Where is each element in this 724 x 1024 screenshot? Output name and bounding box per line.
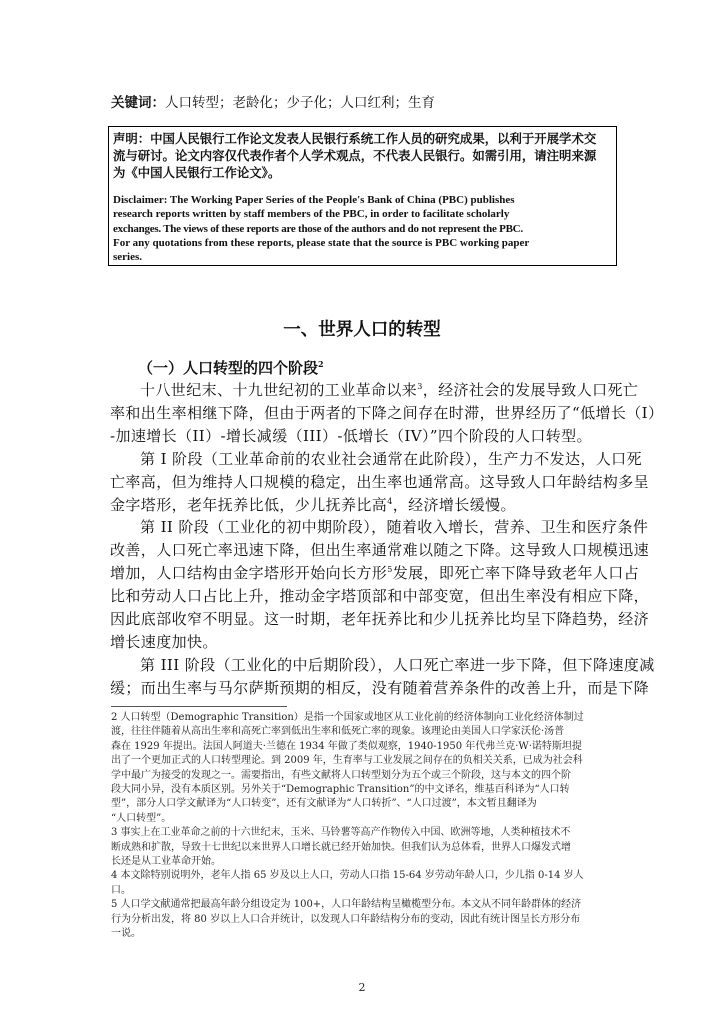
disclaimer-en-line: series. — [113, 251, 143, 264]
body-line-text: 第 II 阶段（工业化的初中期阶段），随着收入增长，营养、卫生和医疗条件 — [140, 518, 649, 537]
body-line-text: 发展，即死亡率下降导致老年人口占 — [392, 564, 640, 583]
body-line-text: 缓；而出生率与马尔萨斯预期的相反，没有随着营养条件的改善上升，而是下降 — [110, 678, 650, 697]
footnote-line: 一说。 — [111, 928, 141, 939]
keywords-text: 人口转型；老龄化；少子化；人口红利；生育 — [165, 95, 435, 111]
body-line-text: 亡率高，但为维持人口规模的稳定，出生率也通常高。这导致人口年龄结构多呈 — [110, 472, 650, 491]
body-line — [110, 677, 649, 699]
footnote-line: 口。 — [111, 884, 131, 896]
body-line — [140, 654, 655, 676]
disclaimer-en-line: Disclaimer: The Working Paper Series of the People's Bank of China (PBC) publishes — [113, 194, 515, 206]
subsection-title-text: （一）人口转型的四个阶段 — [138, 359, 319, 377]
body-line-text: 因此底部收窄不明显。这一时期，老年抚养比和少儿抚养比均呈下降趋势，经济 — [110, 610, 650, 628]
subsection-title — [138, 357, 324, 379]
footnote-line: 学中最广为接受的发现之一。需要指出，有些文献将人口转型划分为五个或三个阶段，这与本文的四个阶 — [111, 769, 571, 781]
keywords-label: 关键词： — [111, 95, 165, 111]
body-line — [140, 516, 648, 538]
body-line — [110, 608, 649, 630]
footnote-ref: 2 — [318, 359, 324, 369]
body-line-text: 增加，人口结构由金字塔形开始向长方形 — [110, 564, 388, 583]
keywords-line — [111, 93, 631, 113]
body-line-text: 十八世纪末、十九世纪初的工业革命以来 — [140, 381, 418, 399]
body-line-text: 第 III 阶段（工业化的中后期阶段），人口死亡率进一步下降，但下降速度减 — [140, 655, 655, 674]
footnote-line: 3 事实上在工业革命之前的十六世纪末，玉米、马铃薯等高产作物传入中国、欧洲等地，人类种植技术不 — [111, 827, 571, 839]
footnote-line: 5 人口学文献通常把最高年龄分组设定为 100+，人口年龄结构呈橄榄型分布。本文从不同年龄群体的经济 — [111, 899, 582, 911]
footnote-line: 森在 1929 年提出。法国人阿道夫·兰德在 1934 年做了类似观察，1940-1950 年代弗兰克·W·诺特斯坦提 — [111, 740, 582, 752]
body-line-text: 比和劳动人口占比上升，推动金字塔顶部和中部变宽，但出生率没有相应下降， — [110, 587, 650, 606]
body-line-text: 率和出生率相继下降，但由于两者的下降之间存在时滞，世界经历了“低增长（I） — [110, 403, 664, 422]
body-line-text: 金字塔形，老年抚养比低，少儿抚养比高 — [110, 495, 388, 514]
footnote-divider — [111, 706, 287, 707]
disclaimer-cn-line: 声明：中国人民银行工作论文发表人民银行系统工作人员的研究成果，以利于开展学术交 — [113, 131, 597, 146]
footnote-line: 型”，部分人口学文献译为“人口转变”，还有文献译为“人口转折”、“人口过渡”，本文暂且翻译为 — [111, 798, 537, 810]
disclaimer-en-line: For any quotations from these reports, please state that the source is PBC working paper — [113, 236, 530, 249]
body-line — [140, 448, 642, 470]
body-line — [110, 539, 649, 561]
body-line — [110, 585, 649, 607]
body-line — [110, 494, 516, 516]
body-line-text: ，经济社会的发展导致人口死亡 — [422, 381, 639, 399]
footnote-line: “人口转型”。 — [111, 812, 172, 824]
disclaimer-cn-line: 为《中国人民银行工作论文》。 — [113, 165, 281, 180]
footnote-line: 段大同小异，没有本质区别。另外关于“Demographic Transition”的中文译名，维基百科译为“人口转 — [111, 784, 570, 795]
body-line — [110, 562, 639, 584]
footnote-line: 4 本文除特别说明外，老年人指 65 岁及以上人口，劳动人口指 15-64 岁劳动年龄人口，少儿指 0-14 岁人 — [111, 870, 584, 882]
footnote-ref: 3 — [417, 382, 423, 391]
disclaimer-cn-line: 流与研讨。论文内容仅代表作者个人学术观点，不代表人民银行。如需引用，请注明来源 — [113, 148, 597, 163]
footnote-line: 长还是从工业革命开始。 — [111, 856, 221, 867]
footnote-line: 渡，往往伴随着从高出生率和高死亡率到低出生率和低死亡率的现象。该理论由美国人口学家沃伦·汤普 — [111, 726, 565, 738]
body-line — [110, 631, 218, 653]
body-line-text: 增长速度加快。 — [110, 632, 218, 651]
disclaimer-chinese — [113, 130, 612, 181]
footnote-ref: 4 — [387, 496, 393, 506]
body-line-text: 改善，人口死亡率迅速下降，但出生率通常难以随之下降。这导致人口规模迅速 — [110, 541, 650, 560]
footnote-line: 断成熟和扩散，导致十七世纪以来世界人口增长就已经开始加快。但我们认为总体看，世界人口爆发式增 — [111, 841, 571, 853]
footnote-line: 出了一个更加正式的人口转型理论。到 2009 年，生育率与工业发展之间存在的负相关关系，已成为社会科 — [111, 755, 583, 767]
footnote-line: 行为分析出发，将 80 岁以上人口合并统计，以发现人口年龄结构分布的变动，因此有统计图呈长方形分布 — [111, 913, 581, 925]
disclaimer-box — [108, 126, 617, 266]
body-line — [110, 402, 663, 424]
body-line-text: 第 I 阶段（工业革命前的农业社会通常在此阶段），生产力不发达，人口死 — [140, 449, 642, 468]
section-title: 一、世界人口的转型 — [283, 320, 441, 340]
footnote-ref: 5 — [387, 565, 393, 575]
body-line-text: -加速增长（II）-增长减缓（III）-低增长（IV）”四个阶段的人口转型。 — [110, 426, 592, 445]
footnote-line: 2 人口转型（Demographic Transition）是指一个国家或地区从工业化前的经济体制向工业化经济体制过 — [111, 712, 584, 723]
disclaimer-en-line: research reports written by staff members of the PBC, in order to facilitate scholarly — [113, 208, 510, 221]
page-number: 2 — [358, 981, 366, 994]
disclaimer-en-line: exchanges. The views of these reports are those of the authors and do not represent the PBC. — [113, 222, 523, 235]
body-line — [140, 379, 638, 401]
body-line-text: ，经济增长缓慢。 — [392, 495, 516, 514]
body-line — [110, 471, 649, 493]
disclaimer-english — [113, 193, 612, 264]
body-line — [110, 425, 592, 447]
